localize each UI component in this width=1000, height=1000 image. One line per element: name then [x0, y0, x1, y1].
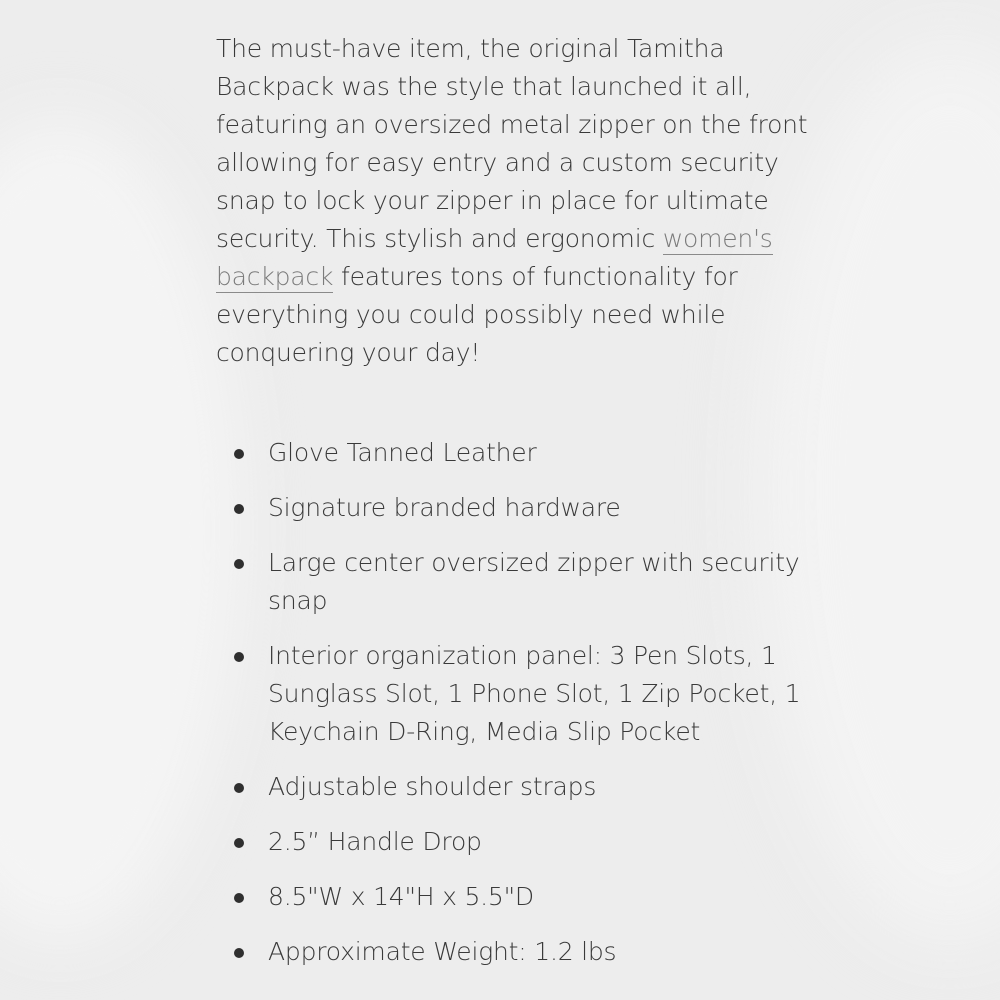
- bullet-icon: [234, 652, 244, 662]
- feature-text: Glove Tanned Leather: [268, 438, 537, 467]
- background-glow-left: [0, 120, 240, 940]
- feature-item: [216, 637, 816, 751]
- bullet-icon: [234, 838, 244, 848]
- feature-text: Large center oversized zipper with security snap: [268, 548, 800, 615]
- feature-item: [216, 544, 816, 620]
- feature-item: [216, 489, 816, 527]
- bullet-icon: [234, 449, 244, 459]
- feature-text: Adjustable shoulder straps: [268, 772, 597, 801]
- bullet-icon: [234, 783, 244, 793]
- feature-list: [216, 434, 816, 971]
- feature-text: Approximate Weight: 1.2 lbs: [268, 937, 617, 966]
- feature-item: [216, 878, 816, 916]
- feature-text: Interior organization panel: 3 Pen Slots, 1 Sunglass Slot, 1 Phone Slot, 1 Zip Pocket, 1 Keychain D-Ring, Media Slip Pocket: [268, 641, 801, 746]
- intro-text-before-link: The must-have item, the original Tamitha Backpack was the style that launched it all, featuring an oversized metal zipper on the front allowing for easy entry and a custom security snap to lock your zipper in place for ultimate security. This stylish and ergonomic: [216, 34, 808, 253]
- bullet-icon: [234, 948, 244, 958]
- womens-backpack-link[interactable]: women's backpack: [216, 224, 773, 291]
- bullet-icon: [234, 504, 244, 514]
- product-description: [216, 30, 816, 988]
- feature-item: [216, 768, 816, 806]
- bullet-icon: [234, 893, 244, 903]
- feature-item: [216, 434, 816, 472]
- intro-text-after-link: features tons of functionality for everything you could possibly need while conquering your day!: [216, 262, 738, 367]
- feature-item: [216, 933, 816, 971]
- feature-text: Signature branded hardware: [268, 493, 621, 522]
- bullet-icon: [234, 559, 244, 569]
- feature-item: [216, 823, 816, 861]
- feature-text: 8.5"W x 14"H x 5.5"D: [268, 882, 534, 911]
- feature-text: 2.5” Handle Drop: [268, 827, 482, 856]
- intro-paragraph: [216, 30, 816, 372]
